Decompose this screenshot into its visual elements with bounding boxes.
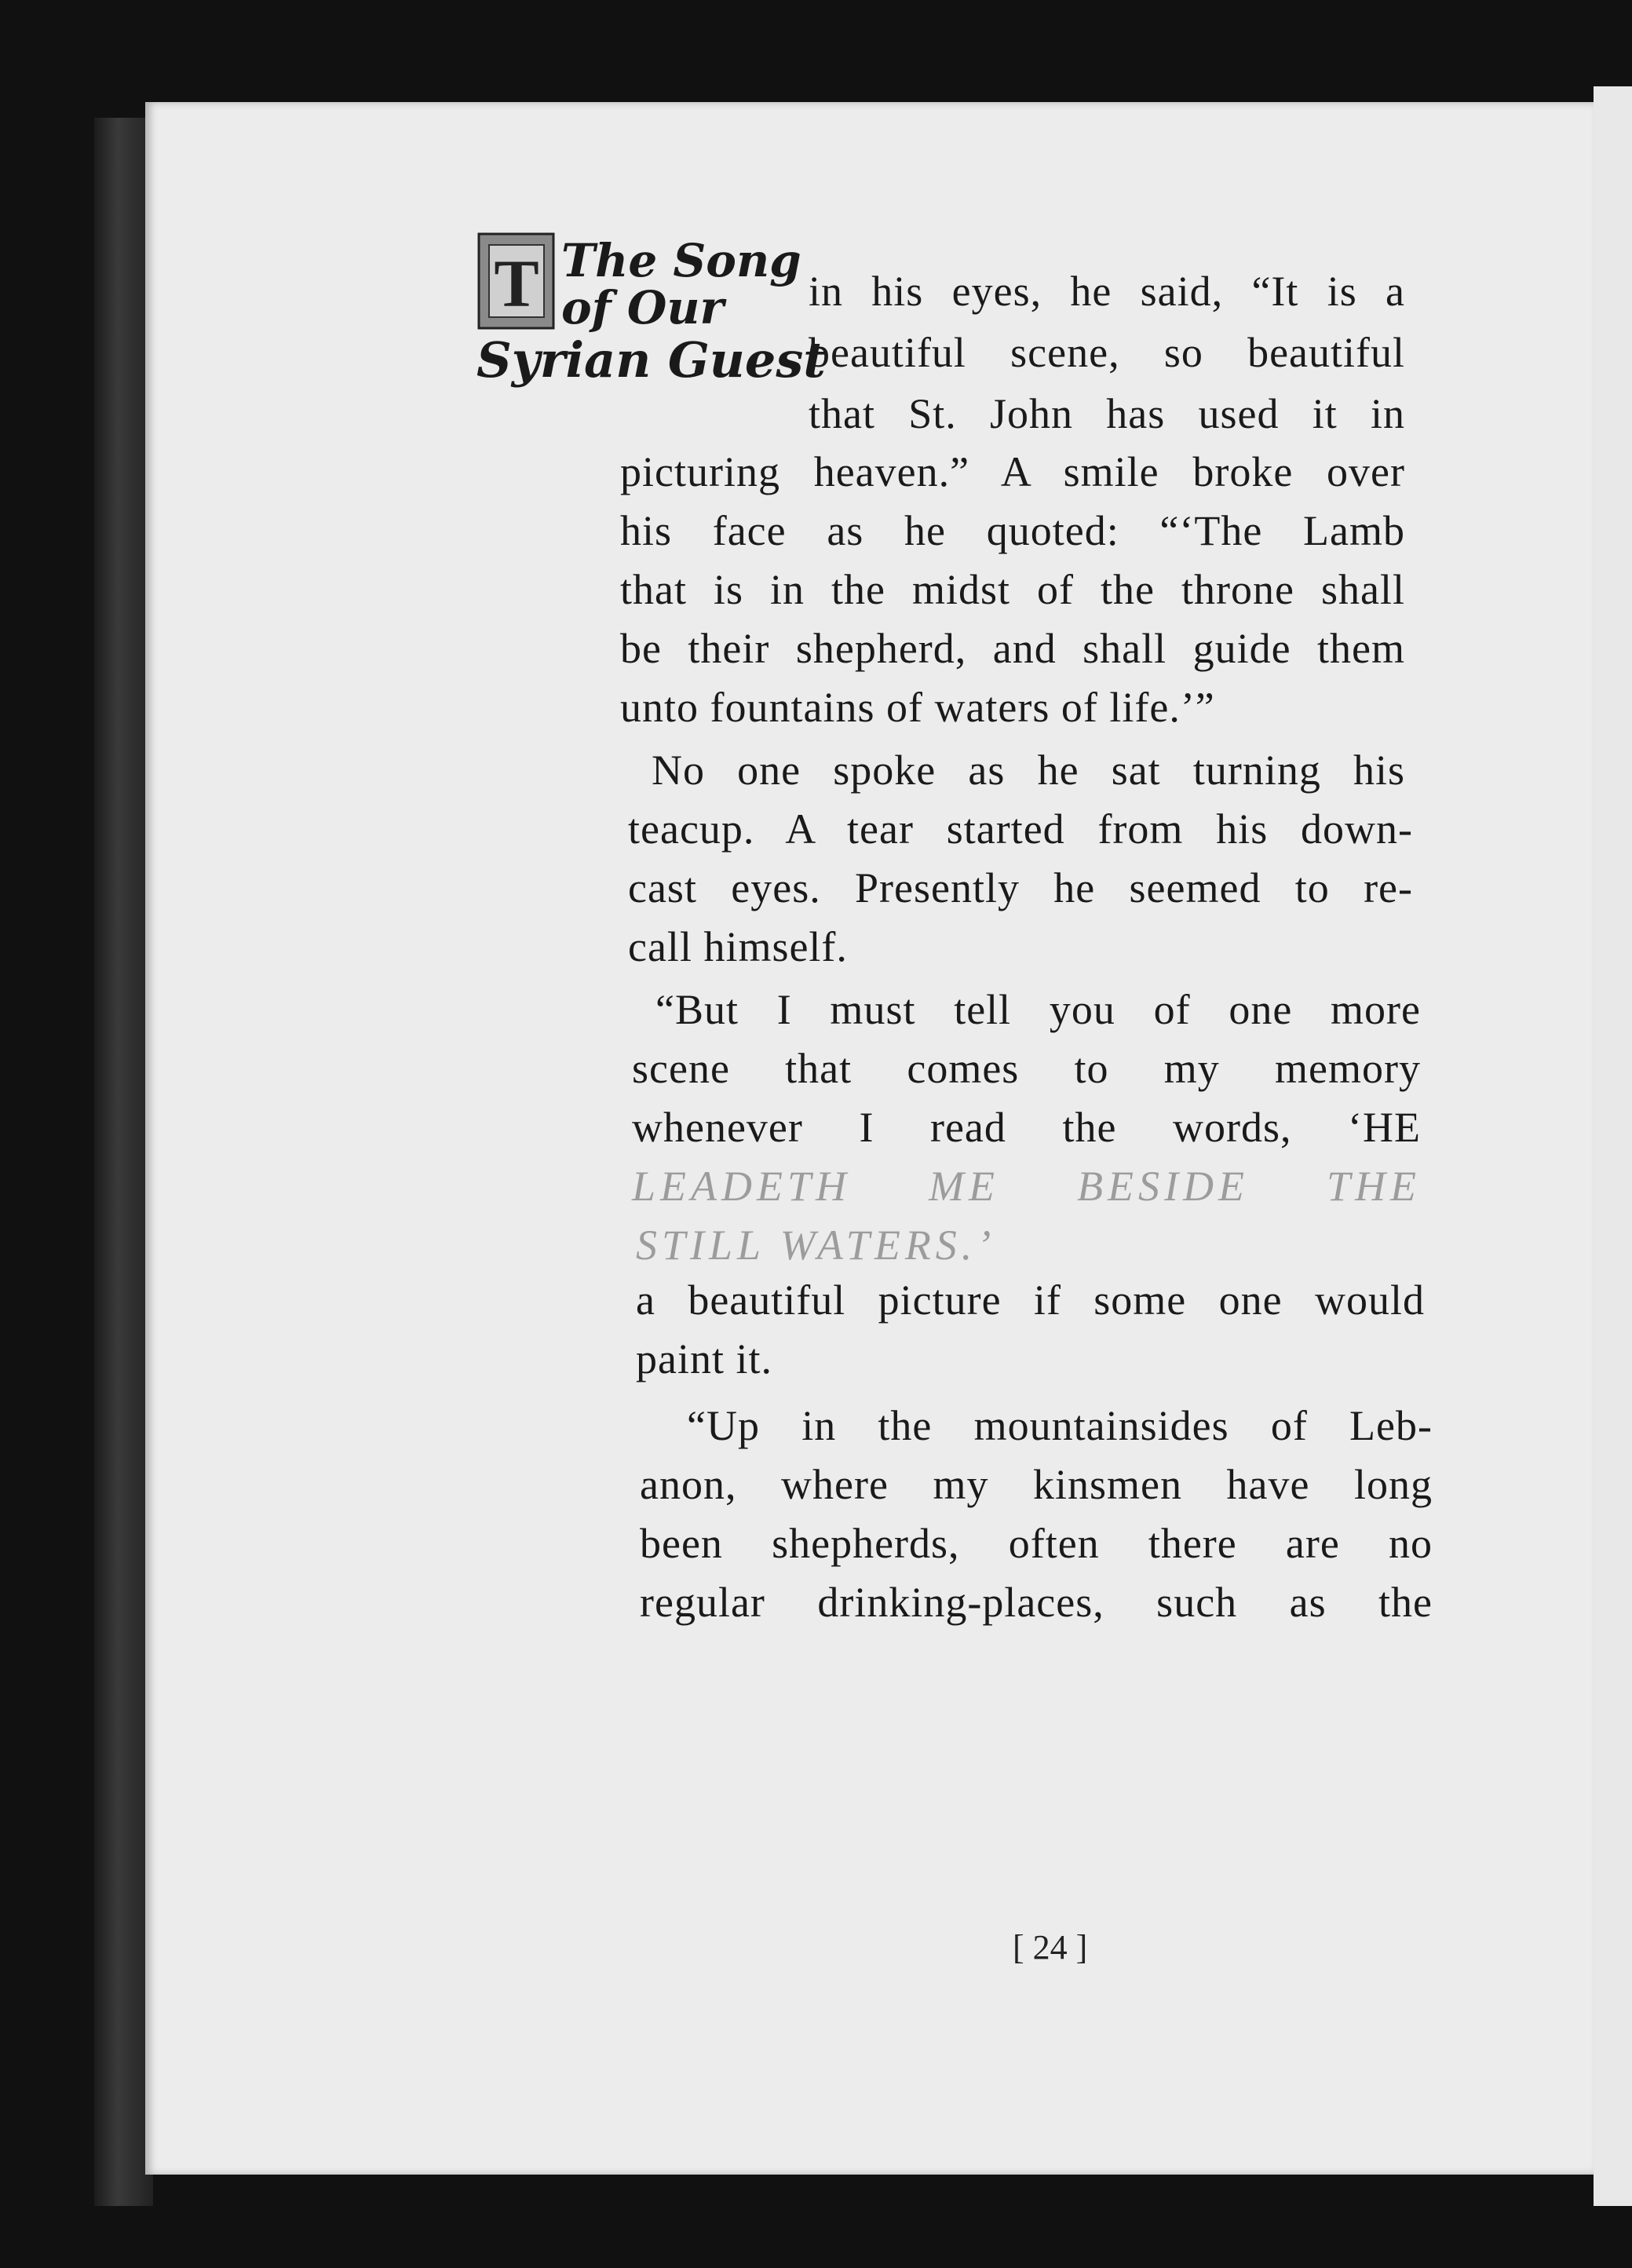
text-line: beautiful scene, so beautiful xyxy=(809,329,1405,376)
text-line: anon, where my kinsmen have long xyxy=(640,1461,1433,1508)
text-line: picturing heaven.” A smile broke over xyxy=(620,448,1405,495)
text-line: paint it. xyxy=(636,1335,772,1382)
text-line: call himself. xyxy=(628,923,848,970)
page-number: [ 24 ] xyxy=(1013,1928,1088,1967)
heading-line-3: Syrian Guest xyxy=(476,331,826,389)
text-line: STILL WATERS.’ xyxy=(636,1222,996,1269)
text-line: “But I must tell you of one more xyxy=(655,986,1421,1033)
heading-line-1: The Song xyxy=(561,234,801,287)
text-line: a beautiful picture if some one would xyxy=(636,1276,1425,1324)
text-line: LEADETH ME BESIDE THE xyxy=(632,1163,1421,1210)
text-line: been shepherds, often there are no xyxy=(640,1520,1433,1567)
facing-page-edge xyxy=(1594,86,1632,2206)
book-spine xyxy=(94,118,153,2206)
decorative-heading xyxy=(475,228,826,404)
text-line: whenever I read the words, ‘HE xyxy=(632,1104,1421,1151)
text-line: that St. John has used it in xyxy=(809,390,1405,437)
svg-text:T: T xyxy=(494,246,539,321)
text-line: “Up in the mountainsides of Leb- xyxy=(687,1402,1433,1449)
text-line: cast eyes. Presently he seemed to re- xyxy=(628,864,1413,911)
text-line: scene that comes to my memory xyxy=(632,1045,1421,1092)
heading-line-2: of Our xyxy=(561,281,725,334)
text-line: unto fountains of waters of life.’” xyxy=(620,684,1215,731)
text-line: in his eyes, he said, “It is a xyxy=(809,268,1405,315)
text-line: that is in the midst of the throne shall xyxy=(620,566,1405,613)
text-line: his face as he quoted: “‘The Lamb xyxy=(620,507,1405,554)
text-line: regular drinking-places, such as the xyxy=(640,1579,1433,1626)
text-line: No one spoke as he sat turning his xyxy=(652,747,1405,794)
text-line: be their shepherd, and shall guide them xyxy=(620,625,1405,672)
text-line: teacup. A tear started from his down- xyxy=(628,805,1413,853)
heading-ornament xyxy=(475,228,826,404)
